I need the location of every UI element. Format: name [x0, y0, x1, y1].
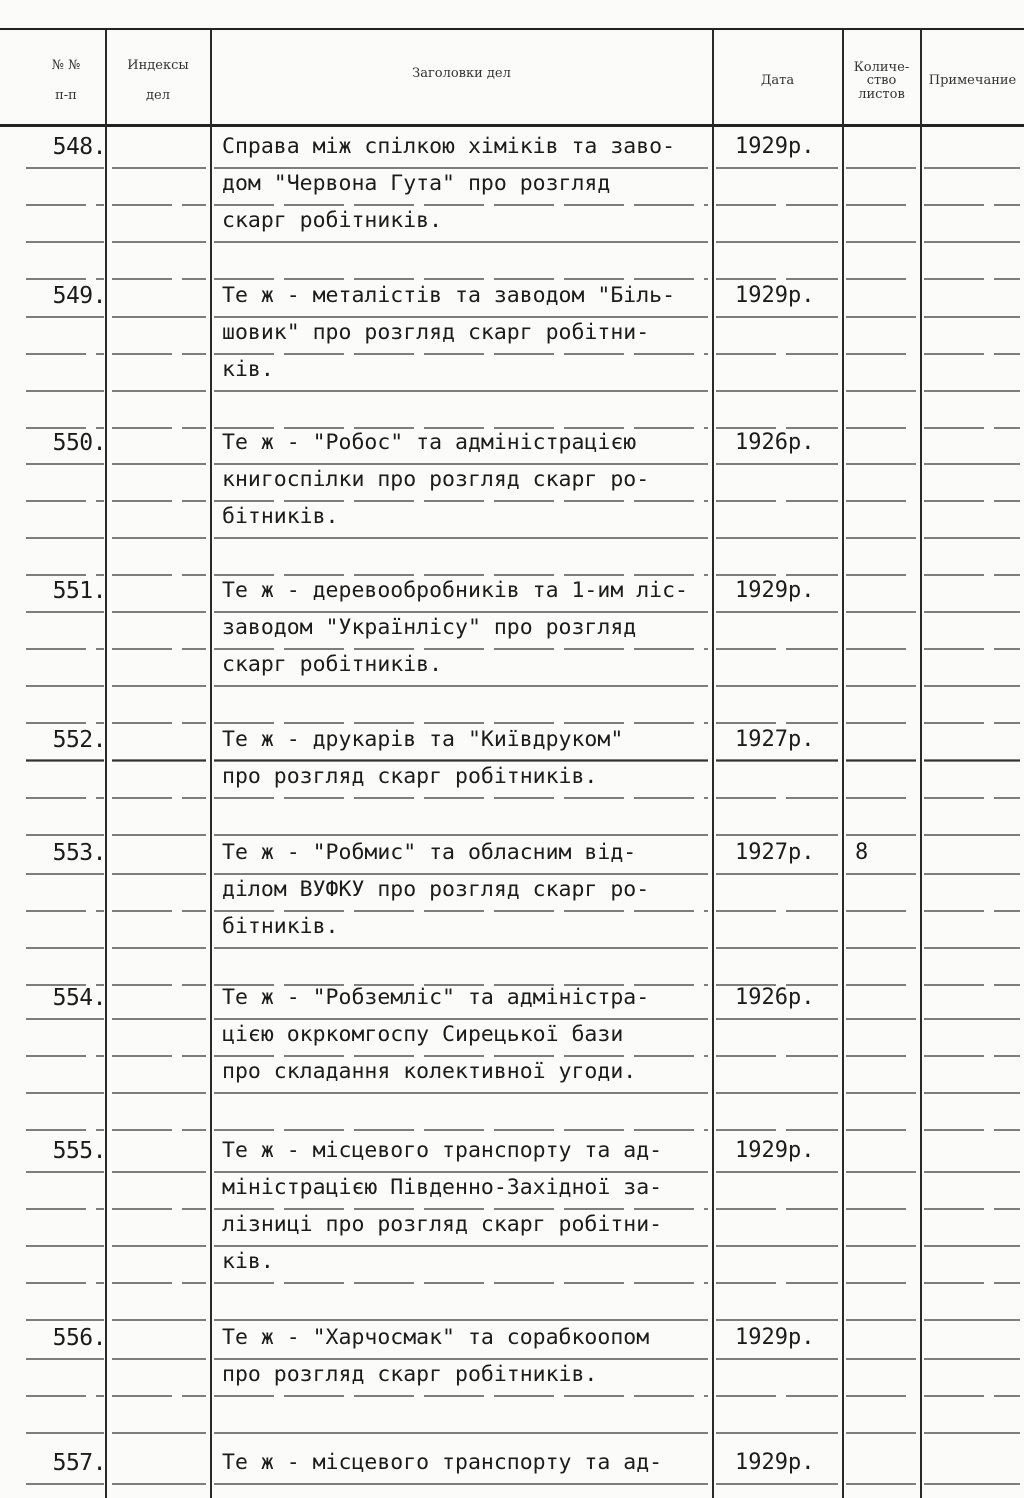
entry-date: 1929р.: [735, 1450, 815, 1475]
entry-title-line: лізниці про розгляд скарг робітни-: [222, 1212, 663, 1237]
entry-number: 550.: [52, 430, 106, 456]
header-number-line2: п-п: [55, 88, 77, 103]
header-index-line2: дел: [146, 88, 170, 103]
entry-title-line: бітників.: [222, 504, 339, 529]
entry-date: 1926р.: [735, 430, 815, 455]
entry-title-line: скарг робітників.: [222, 652, 443, 677]
entry-number: 549.: [52, 283, 106, 309]
entry-title-line: шовик" про розгляд скарг робітни-: [222, 320, 650, 345]
entry-number: 556.: [52, 1325, 106, 1351]
header-titles-text: Заголовки дел: [412, 66, 511, 82]
entry-date: 1929р.: [735, 1325, 815, 1350]
header-date-text: Дата: [760, 73, 795, 89]
entry-title-line: про складання колективної угоди.: [222, 1059, 637, 1084]
entry-title-line: Те ж - друкарів та "Київдруком": [222, 727, 624, 752]
entry-title-line: ділом ВУФКУ про розгляд скарг ро-: [222, 877, 650, 902]
header-number-line1: № №: [51, 58, 81, 74]
header-notes-text: Примечание: [928, 73, 1017, 89]
entry-title-line: ків.: [222, 357, 274, 382]
entry-title-line: книгоспілки про розгляд скарг ро-: [222, 467, 650, 492]
entry-title-line: ків.: [222, 1249, 274, 1274]
entry-title-line: Справа між спілкою хіміків та заво-: [222, 134, 676, 159]
entry-title-line: Те ж - місцевого транспорту та ад-: [222, 1450, 663, 1475]
entry-title-line: цією окркомгоспу Сирецької бази: [222, 1022, 624, 1047]
entry-title-line: Те ж - місцевого транспорту та ад-: [222, 1138, 663, 1163]
entry-number: 553.: [52, 840, 106, 866]
header-quantity-line2: ство: [866, 73, 897, 89]
header-index-line1: Индексы: [127, 58, 189, 74]
entry-title-line: Те ж - "Робземліс" та адміністра-: [222, 985, 650, 1010]
entry-date: 1927р.: [735, 840, 815, 865]
entry-title-line: дом "Червона Гута" про розгляд: [222, 171, 611, 196]
entry-title-line: Те ж - металістів та заводом "Біль-: [222, 283, 676, 308]
entry-title-line: бітників.: [222, 914, 339, 939]
entry-number: 554.: [52, 985, 106, 1011]
entry-date: 1926р.: [735, 985, 815, 1010]
entry-title-line: Те ж - деревообробників та 1-им ліс-: [222, 578, 688, 603]
entry-number: 551.: [52, 578, 106, 604]
entry-title-line: про розгляд скарг робітників.: [222, 764, 598, 789]
entry-date: 1929р.: [735, 134, 815, 159]
entry-date: 1929р.: [735, 283, 815, 308]
entry-number: 548.: [52, 134, 106, 160]
entry-date: 1929р.: [735, 578, 815, 603]
header-quantity-line1: Количе-: [853, 59, 910, 75]
entry-title-line: Те ж - "Харчосмак" та сорабкоопом: [222, 1325, 650, 1350]
entry-title-line: скарг робітників.: [222, 208, 443, 233]
entry-date: 1929р.: [735, 1138, 815, 1163]
entry-title-line: заводом "Українлісу" про розгляд: [222, 615, 637, 640]
entry-date: 1927р.: [735, 727, 815, 752]
entry-title-line: міністрацією Південно-Західної за-: [222, 1175, 663, 1200]
entry-title-line: про розгляд скарг робітників.: [222, 1362, 598, 1387]
entry-title-line: Те ж - "Робмис" та обласним від-: [222, 840, 637, 865]
entry-title-line: Те ж - "Робос" та адміністрацією: [222, 430, 637, 455]
entry-quantity: 8: [855, 840, 869, 865]
entry-number: 555.: [52, 1138, 106, 1164]
entry-number: 557.: [52, 1450, 106, 1476]
header-quantity-line3: листов: [858, 86, 905, 102]
entry-number: 552.: [52, 727, 106, 753]
